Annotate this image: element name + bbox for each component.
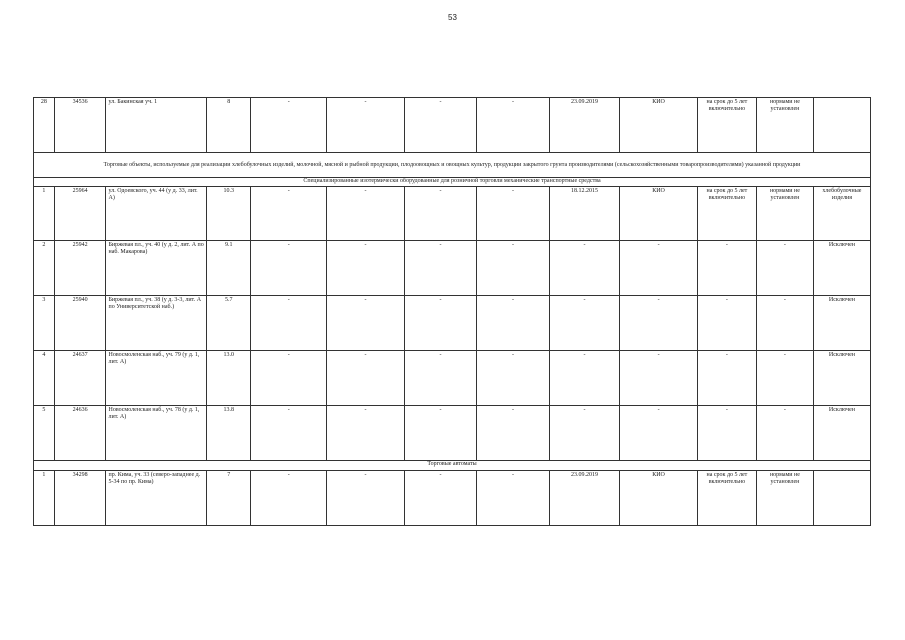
norm-cell: нормами не установлен (756, 471, 813, 526)
authority-cell: - (620, 296, 698, 351)
date-cell: - (549, 241, 619, 296)
date-cell: 23.09.2019 (549, 471, 619, 526)
term-cell: - (697, 296, 756, 351)
cell: - (477, 296, 550, 351)
specialization-cell: Исключен (813, 241, 870, 296)
term-cell: - (697, 241, 756, 296)
page-number: 53 (448, 13, 457, 22)
date-cell: 18.12.2015 (549, 187, 619, 241)
object-code: 34298 (54, 471, 106, 526)
term-cell: на срок до 5 лет включительно (697, 187, 756, 241)
term-cell: - (697, 406, 756, 461)
area-cell: 8 (206, 98, 251, 153)
term-cell: на срок до 5 лет включительно (697, 471, 756, 526)
cell: - (404, 98, 477, 153)
cell: - (477, 241, 550, 296)
objects-table (33, 97, 871, 526)
authority-cell: - (620, 406, 698, 461)
row-number: 1 (34, 471, 55, 526)
row-number: 28 (34, 98, 55, 153)
cell: - (404, 296, 477, 351)
address-cell: Биржевая пл., уч. 40 (у д. 2, лит. А по наб. Макарова) (106, 241, 206, 296)
section-title: Торговые автоматы (34, 461, 871, 471)
cell: - (251, 471, 327, 526)
row-number: 4 (34, 351, 55, 406)
object-code: 25964 (54, 187, 106, 241)
row-number: 1 (34, 187, 55, 241)
subsection-title: Специализированные изотермически оборудованные для розничной торговли механические транспортные средства (34, 178, 871, 187)
table-row (34, 241, 871, 296)
cell: - (477, 471, 550, 526)
cell: - (404, 351, 477, 406)
norm-cell: нормами не установлен (756, 187, 813, 241)
table-row (34, 351, 871, 406)
cell: - (327, 471, 405, 526)
cell: - (404, 241, 477, 296)
object-code: 24637 (54, 351, 106, 406)
authority-cell: КИО (620, 187, 698, 241)
address-cell: Новосмоленская наб., уч. 78 (у д. 1, лит. А) (106, 406, 206, 461)
specialization-cell (813, 98, 870, 153)
area-cell: 9.1 (206, 241, 251, 296)
section-title: Торговые объекты, используемые для реализации хлебобулочных изделий, молочной, мясной и рыбной продукции, плодоовощных и овощных культур, продукции закрытого грунта производителями (сельскохозяйственными товаропроизводителями) указанной продукции (34, 153, 871, 178)
specialization-cell: Исключен (813, 406, 870, 461)
table-row (34, 187, 871, 241)
norm-cell: - (756, 241, 813, 296)
norm-cell: - (756, 296, 813, 351)
authority-cell: - (620, 351, 698, 406)
norm-cell: нормами не установлен (756, 98, 813, 153)
specialization-cell: Исключен (813, 296, 870, 351)
address-cell: Новосмоленская наб., уч. 79 (у д. 1, лит. А) (106, 351, 206, 406)
cell: - (477, 406, 550, 461)
table-row (34, 98, 871, 153)
authority-cell: КИО (620, 471, 698, 526)
subsection-header-row (34, 178, 871, 187)
row-number: 2 (34, 241, 55, 296)
object-code: 24636 (54, 406, 106, 461)
address-cell: ул. Одоевского, уч. 44 (у д. 33, лит. А) (106, 187, 206, 241)
table-row (34, 296, 871, 351)
row-number: 5 (34, 406, 55, 461)
date-cell: 23.09.2019 (549, 98, 619, 153)
norm-cell: - (756, 351, 813, 406)
table-row (34, 471, 871, 526)
object-code: 25940 (54, 296, 106, 351)
address-cell: ул. Бакинская уч. 1 (106, 98, 206, 153)
term-cell: на срок до 5 лет включительно (697, 98, 756, 153)
row-number: 3 (34, 296, 55, 351)
address-cell: пр. Кима, уч. 33 (северо-западнее д. 5-34 по пр. Кима) (106, 471, 206, 526)
cell: - (251, 351, 327, 406)
area-cell: 10.3 (206, 187, 251, 241)
cell: - (327, 241, 405, 296)
specialization-cell: хлебобулочные изделия (813, 187, 870, 241)
cell: - (251, 187, 327, 241)
specialization-cell: Исключен (813, 351, 870, 406)
cell: - (404, 471, 477, 526)
area-cell: 7 (206, 471, 251, 526)
date-cell: - (549, 351, 619, 406)
area-cell: 13.0 (206, 351, 251, 406)
table-row (34, 406, 871, 461)
cell: - (327, 351, 405, 406)
authority-cell: КИО (620, 98, 698, 153)
cell: - (327, 98, 405, 153)
cell: - (477, 98, 550, 153)
cell: - (251, 406, 327, 461)
cell: - (327, 406, 405, 461)
specialization-cell (813, 471, 870, 526)
section-header-row (34, 461, 871, 471)
object-code: 34536 (54, 98, 106, 153)
authority-cell: - (620, 241, 698, 296)
norm-cell: - (756, 406, 813, 461)
cell: - (251, 296, 327, 351)
cell: - (327, 187, 405, 241)
date-cell: - (549, 296, 619, 351)
cell: - (327, 296, 405, 351)
cell: - (477, 351, 550, 406)
cell: - (477, 187, 550, 241)
cell: - (404, 187, 477, 241)
area-cell: 13.8 (206, 406, 251, 461)
object-code: 25942 (54, 241, 106, 296)
section-header-row (34, 153, 871, 178)
term-cell: - (697, 351, 756, 406)
cell: - (251, 98, 327, 153)
address-cell: Биржевая пл., уч. 38 (у д. 3-3, лит. А по Университетской наб.) (106, 296, 206, 351)
date-cell: - (549, 406, 619, 461)
cell: - (404, 406, 477, 461)
area-cell: 5.7 (206, 296, 251, 351)
cell: - (251, 241, 327, 296)
